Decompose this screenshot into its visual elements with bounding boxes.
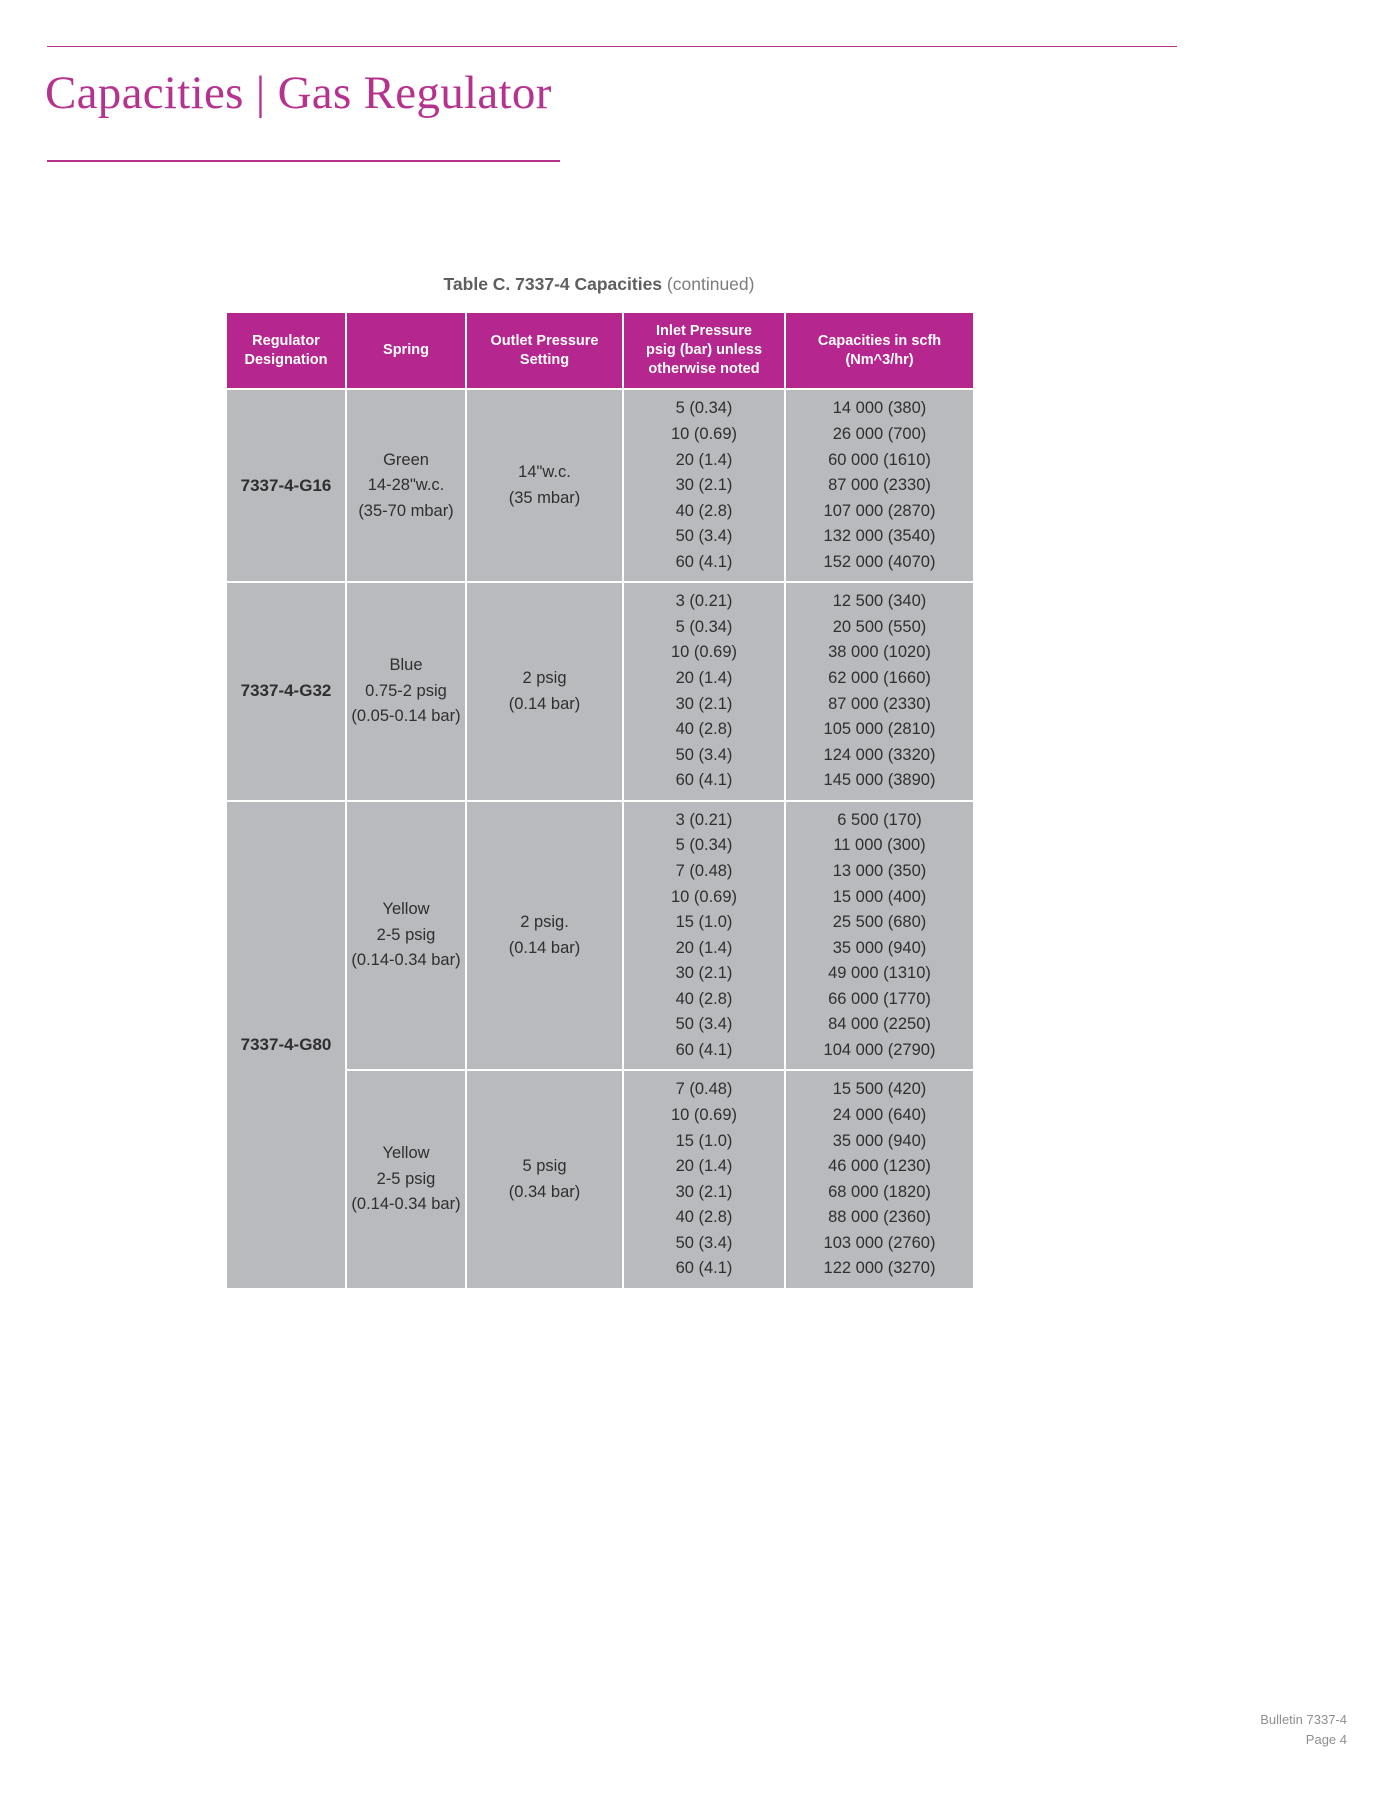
- capacity-value: 66 000 (1770): [828, 989, 931, 1008]
- header-line: otherwise noted: [648, 361, 760, 378]
- cell-capacities: [785, 1070, 974, 1289]
- cell-outlet-pressure: [466, 582, 623, 801]
- header-rule-bottom: [47, 160, 560, 162]
- inlet-value: 10 (0.69): [670, 424, 738, 443]
- inlet-value: 40 (2.8): [675, 501, 733, 520]
- spring-line: (35-70 mbar): [358, 501, 454, 520]
- capacity-value: 87 000 (2330): [828, 694, 931, 713]
- inlet-value: 40 (2.8): [675, 720, 733, 739]
- header-rule-top: [47, 46, 1177, 47]
- inlet-value: 60 (4.1): [675, 1040, 733, 1059]
- cell-spring: [346, 582, 466, 801]
- inlet-value: 40 (2.8): [675, 1208, 733, 1227]
- inlet-value: 15 (1.0): [675, 913, 733, 932]
- inlet-value: 50 (3.4): [675, 1233, 733, 1252]
- cell-inlet-pressure: [623, 801, 785, 1071]
- cell-spring: [346, 1070, 466, 1289]
- capacity-value: 26 000 (700): [832, 424, 927, 443]
- inlet-value: 5 (0.34): [675, 399, 733, 418]
- inlet-value: 10 (0.69): [670, 1106, 738, 1124]
- cell-outlet-pressure: [466, 801, 623, 1071]
- column-header-capacities: [785, 312, 974, 389]
- capacity-value: 68 000 (1820): [828, 1182, 931, 1201]
- cell-outlet-pressure: [466, 1070, 623, 1289]
- spring-line: 14-28"w.c.: [367, 476, 445, 495]
- capacity-value: 24 000 (640): [832, 1106, 927, 1124]
- capacity-value: 38 000 (1020): [828, 643, 931, 662]
- page-footer: [1260, 1710, 1347, 1750]
- inlet-value: 30 (2.1): [675, 1182, 733, 1201]
- table-caption: [225, 274, 973, 295]
- header-line: Inlet Pressure: [656, 323, 752, 339]
- inlet-value: 7 (0.48): [675, 861, 733, 880]
- inlet-value: 5 (0.34): [675, 836, 733, 855]
- cell-inlet-pressure: [623, 389, 785, 582]
- table-row: [226, 801, 974, 1071]
- spring-line: Yellow: [382, 1144, 430, 1163]
- header-line: Regulator: [252, 332, 320, 349]
- spring-line: 2-5 psig: [376, 925, 436, 944]
- header-line: Outlet Pressure: [490, 332, 599, 349]
- capacity-value: 14 000 (380): [832, 399, 927, 418]
- capacity-value: 103 000 (2760): [823, 1233, 936, 1252]
- capacity-value: 35 000 (940): [832, 1131, 927, 1150]
- outlet-line: 5 psig: [522, 1157, 567, 1176]
- spring-line: (0.14-0.34 bar): [351, 951, 461, 970]
- cell-outlet-pressure: [466, 389, 623, 582]
- header-line: Designation: [244, 351, 328, 368]
- inlet-value: 60 (4.1): [675, 552, 733, 571]
- capacity-value: 15 500 (420): [832, 1080, 927, 1099]
- inlet-value: 50 (3.4): [675, 1015, 733, 1034]
- header-line: Capacities in scfh: [817, 332, 942, 349]
- column-header-outlet-pressure-setting: [466, 312, 623, 389]
- spring-line: Blue: [389, 656, 423, 675]
- inlet-value: 15 (1.0): [675, 1131, 733, 1150]
- inlet-value: 30 (2.1): [675, 476, 733, 495]
- inlet-value: 3 (0.21): [675, 810, 733, 829]
- inlet-value: 30 (2.1): [675, 694, 733, 713]
- footer-page-number: Page 4: [1305, 1732, 1347, 1748]
- cell-regulator-designation: 7337-4-G32: [226, 582, 346, 801]
- outlet-line: (0.14 bar): [508, 938, 581, 957]
- inlet-value: 3 (0.21): [675, 592, 733, 611]
- capacity-value: 15 000 (400): [832, 887, 927, 906]
- capacity-value: 152 000 (4070): [823, 552, 936, 571]
- spring-line: (0.14-0.34 bar): [351, 1195, 461, 1214]
- inlet-value: 20 (1.4): [675, 669, 733, 687]
- capacity-value: 49 000 (1310): [828, 964, 931, 983]
- inlet-value: 5 (0.34): [675, 617, 733, 636]
- outlet-line: 2 psig.: [520, 913, 569, 932]
- capacity-value: 88 000 (2360): [828, 1208, 931, 1227]
- page-title: Capacities | Gas Regulator: [45, 67, 552, 119]
- capacity-value: 35 000 (940): [832, 938, 927, 957]
- capacity-value: 145 000 (3890): [823, 771, 936, 790]
- capacity-value: 122 000 (3270): [823, 1259, 936, 1278]
- table-caption-light: (continued): [666, 274, 755, 294]
- capacity-value: 107 000 (2870): [823, 501, 936, 520]
- header-line: (Nm^3/hr): [845, 351, 914, 368]
- inlet-value: 7 (0.48): [675, 1080, 733, 1099]
- header-line: psig (bar) unless: [645, 342, 763, 359]
- spring-line: 2-5 psig: [376, 1169, 436, 1188]
- spring-line: 0.75-2 psig: [365, 681, 447, 700]
- cell-capacities: [785, 582, 974, 801]
- inlet-value: 60 (4.1): [675, 771, 733, 790]
- capacity-value: 46 000 (1230): [828, 1157, 931, 1176]
- cell-capacities: [785, 389, 974, 582]
- cell-regulator-designation: 7337-4-G80: [226, 801, 346, 1289]
- outlet-line: 2 psig: [522, 669, 567, 687]
- table-body: [226, 389, 974, 1289]
- capacity-value: 84 000 (2250): [828, 1015, 931, 1034]
- table-head: [226, 312, 974, 389]
- capacity-value: 11 000 (300): [833, 836, 926, 855]
- cell-spring: [346, 801, 466, 1071]
- capacity-value: 62 000 (1660): [828, 669, 931, 687]
- spring-line: Green: [383, 450, 429, 469]
- capacity-value: 25 500 (680): [832, 913, 927, 932]
- table-caption-strong: Table C. 7337-4 Capacities: [443, 274, 663, 294]
- spring-line: Yellow: [382, 900, 430, 919]
- header-line: Spring: [383, 342, 429, 359]
- column-header-regulator-designation: [226, 312, 346, 389]
- capacity-value: 60 000 (1610): [828, 450, 931, 469]
- table-header-row: [226, 312, 974, 389]
- inlet-value: 50 (3.4): [675, 745, 733, 764]
- capacity-value: 12 500 (340): [832, 592, 927, 611]
- spring-line: (0.05-0.14 bar): [351, 707, 461, 726]
- column-header-inlet-pressure: [623, 312, 785, 389]
- capacity-value: 104 000 (2790): [823, 1040, 936, 1059]
- inlet-value: 10 (0.69): [670, 643, 738, 662]
- cell-capacities: [785, 801, 974, 1071]
- capacity-value: 20 500 (550): [832, 617, 927, 636]
- inlet-value: 30 (2.1): [675, 964, 733, 983]
- column-header-spring: [346, 312, 466, 389]
- inlet-value: 20 (1.4): [675, 938, 733, 957]
- inlet-value: 60 (4.1): [675, 1259, 733, 1278]
- capacity-value: 124 000 (3320): [823, 745, 936, 764]
- outlet-line: (0.34 bar): [508, 1182, 581, 1201]
- cell-inlet-pressure: [623, 1070, 785, 1289]
- capacity-value: 6 500 (170): [837, 810, 922, 829]
- inlet-value: 20 (1.4): [675, 1157, 733, 1176]
- inlet-value: 50 (3.4): [675, 527, 733, 546]
- cell-regulator-designation: 7337-4-G16: [226, 389, 346, 582]
- footer-bulletin: Bulletin 7337-4: [1260, 1712, 1347, 1727]
- capacity-value: 132 000 (3540): [823, 527, 936, 546]
- capacity-value: 13 000 (350): [832, 861, 927, 880]
- table-row: [226, 389, 974, 582]
- capacities-table: [225, 311, 975, 1290]
- outlet-line: (35 mbar): [508, 488, 581, 507]
- cell-spring: [346, 389, 466, 582]
- cell-inlet-pressure: [623, 582, 785, 801]
- outlet-line: (0.14 bar): [508, 694, 581, 713]
- header-line: Setting: [519, 351, 570, 368]
- inlet-value: 40 (2.8): [675, 989, 733, 1008]
- table-row: [226, 582, 974, 801]
- inlet-value: 20 (1.4): [675, 450, 733, 469]
- outlet-line: 14"w.c.: [518, 463, 571, 482]
- capacity-value: 87 000 (2330): [828, 476, 931, 495]
- inlet-value: 10 (0.69): [670, 887, 738, 906]
- capacity-value: 105 000 (2810): [823, 720, 936, 739]
